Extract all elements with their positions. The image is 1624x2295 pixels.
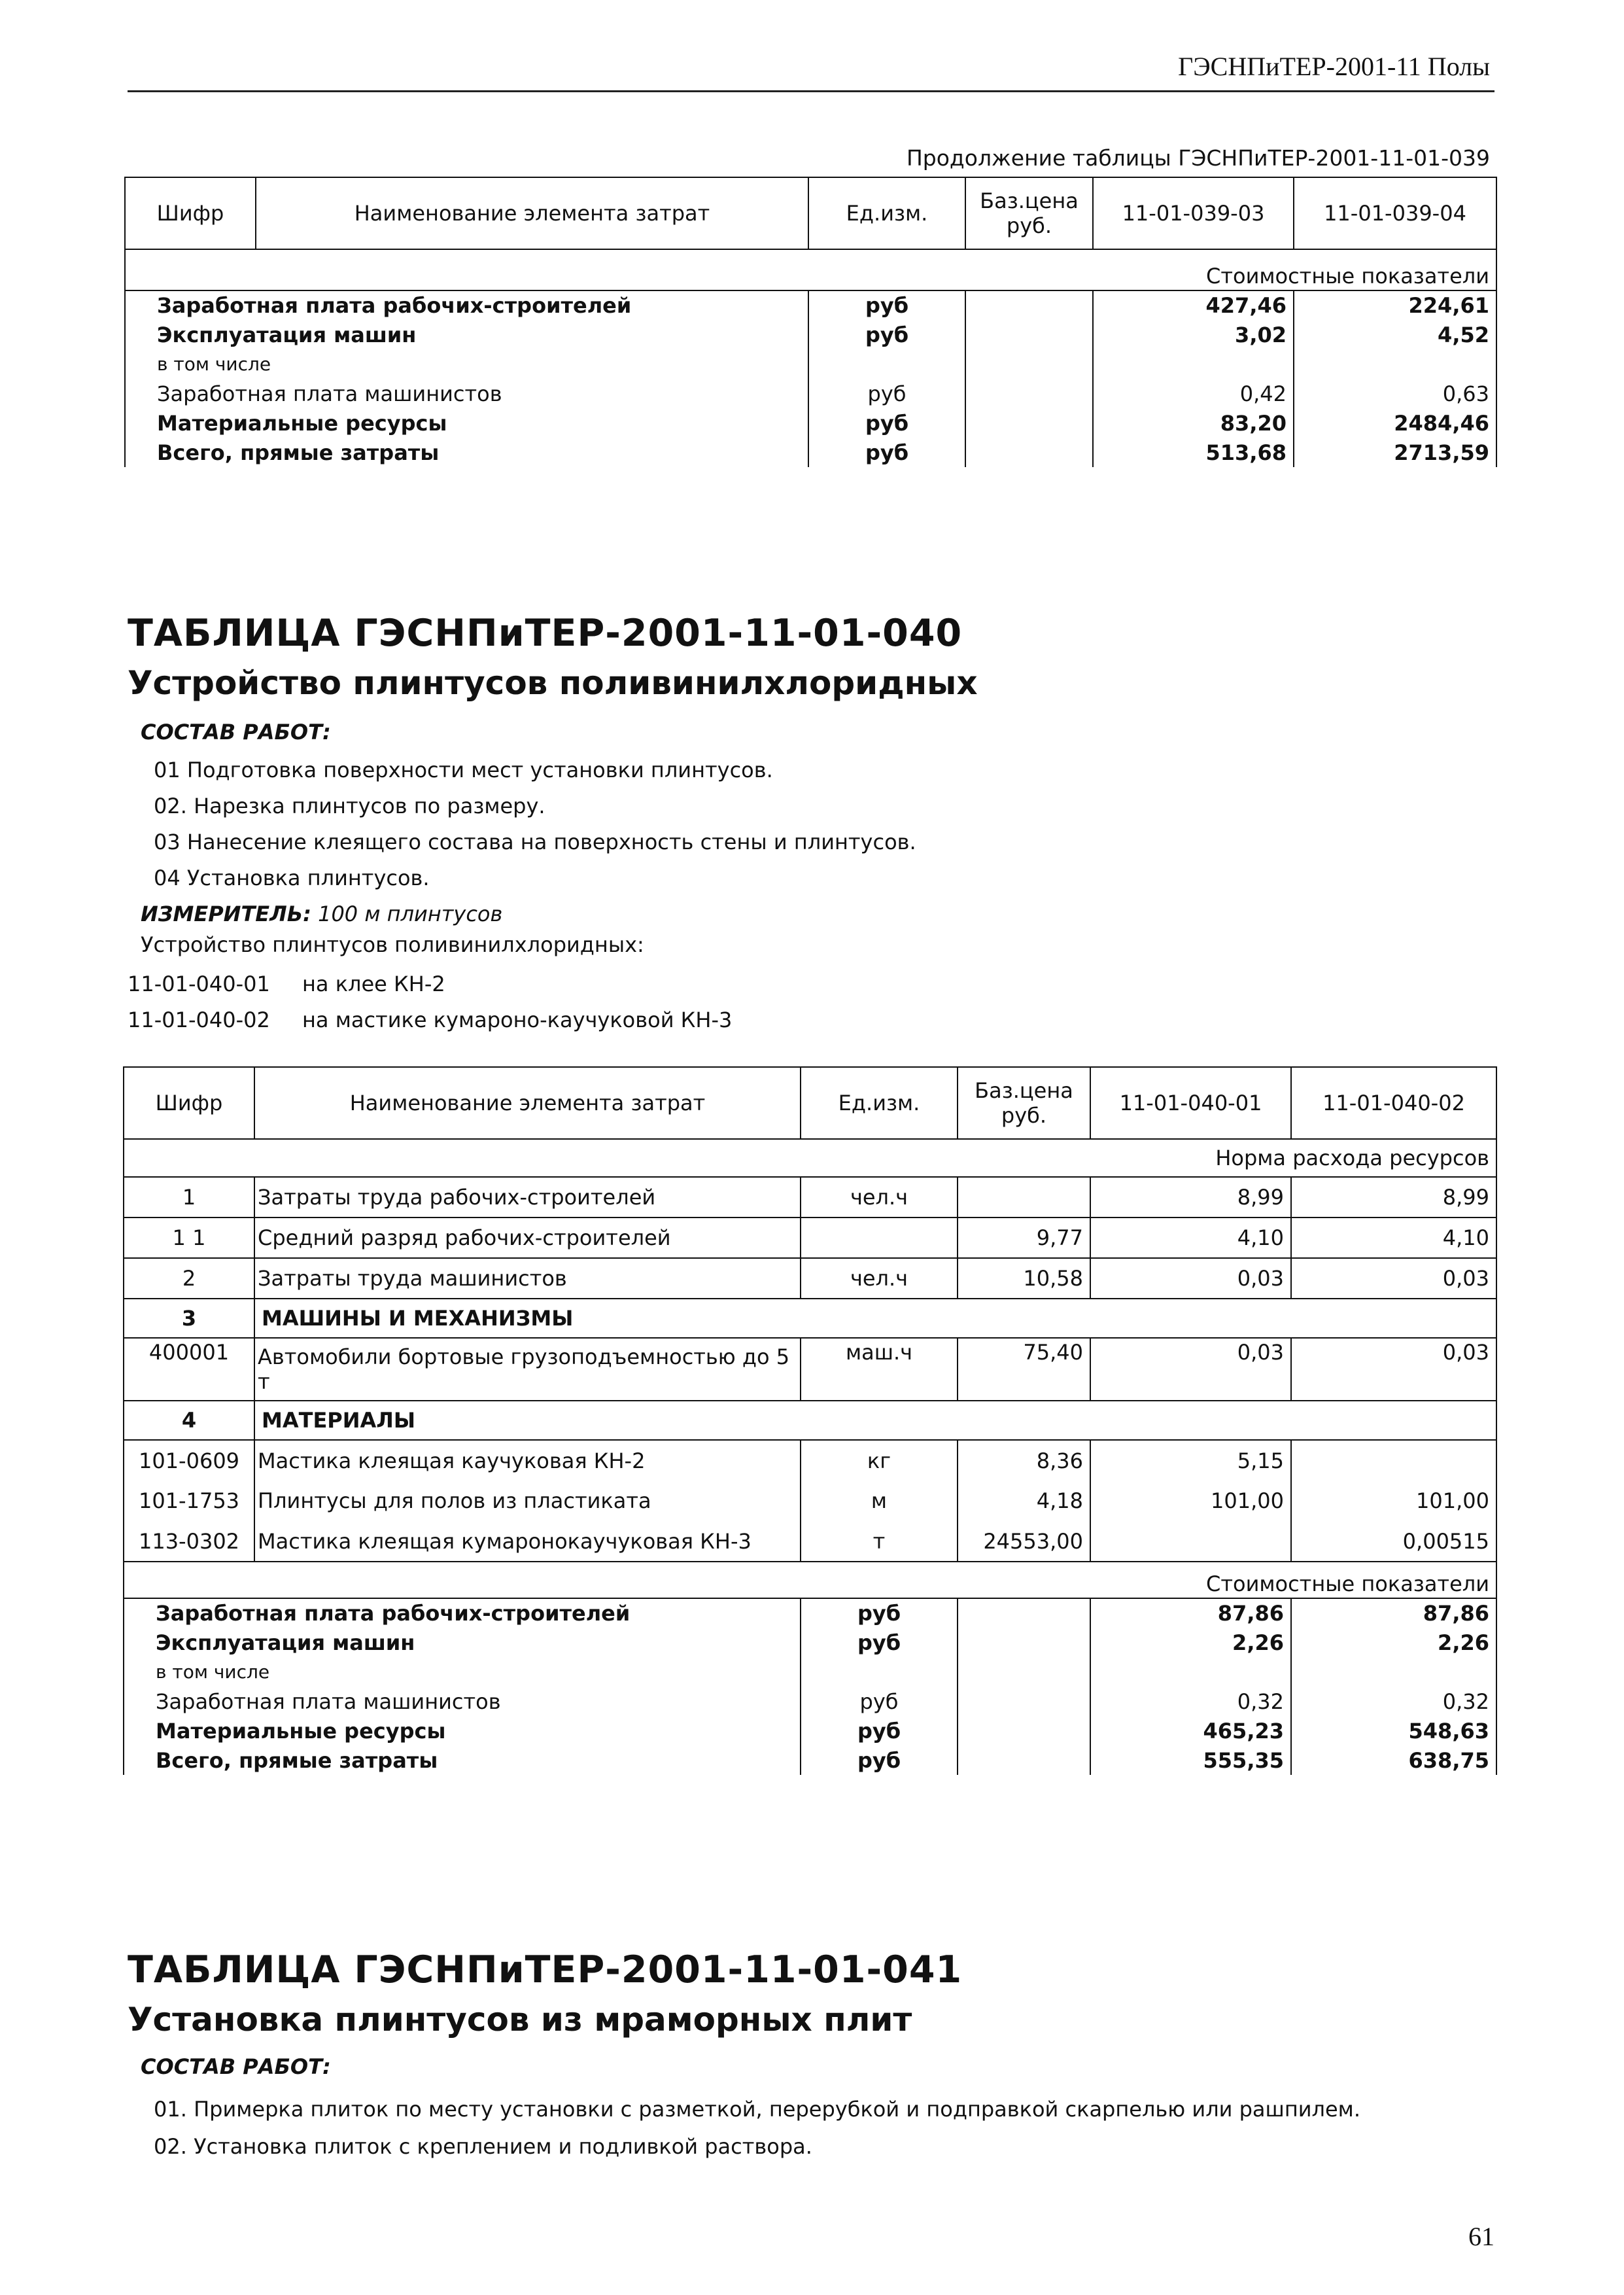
- cost-name: Эксплуатация машин: [125, 320, 808, 349]
- table-040: [123, 1066, 1497, 1775]
- cost-row: [124, 1628, 1496, 1657]
- cost-price: [958, 1687, 1090, 1716]
- work-item: 04 Установка плинтусов.: [154, 866, 430, 890]
- resource-value: 101,00: [1090, 1480, 1291, 1521]
- col-header: Шифр: [124, 1067, 254, 1139]
- cost-name: Всего, прямые затраты: [125, 438, 808, 467]
- resource-value: 4,10: [1090, 1218, 1291, 1258]
- cost-unit: руб: [801, 1716, 958, 1745]
- cost-unit: [808, 349, 965, 379]
- cost-name: Эксплуатация машин: [124, 1628, 801, 1657]
- cost-name: Материальные ресурсы: [125, 408, 808, 438]
- cost-unit: руб: [808, 379, 965, 408]
- cost-row: [124, 1657, 1496, 1687]
- table-continuation-caption: Продолжение таблицы ГЭСНПиТЕР-2001-11-01-039: [906, 145, 1490, 171]
- variant-code: 11-01-040-02: [128, 1007, 270, 1032]
- resource-unit: м: [801, 1480, 958, 1521]
- resource-row: [124, 1480, 1496, 1521]
- cost-price: [958, 1716, 1090, 1745]
- resource-name: Мастика клеящая кумаронокаучуковая КН-3: [254, 1521, 801, 1562]
- resource-name: Затраты труда рабочих-строителей: [254, 1177, 801, 1218]
- cost-price: [965, 290, 1093, 320]
- resource-code: 101-1753: [124, 1480, 254, 1521]
- table-subtitle: Устройство плинтусов поливинилхлоридных: [128, 664, 978, 702]
- col-header: Шифр: [125, 177, 256, 249]
- measure-value: 100 м плинтусов: [318, 902, 503, 926]
- cost-price: [958, 1745, 1090, 1775]
- cost-value: 0,63: [1294, 379, 1496, 408]
- resource-unit: чел.ч: [801, 1177, 958, 1218]
- cost-value: 548,63: [1291, 1716, 1496, 1745]
- section-label: Норма расхода ресурсов: [124, 1139, 1496, 1177]
- cost-value: 224,61: [1294, 290, 1496, 320]
- resource-value: [1291, 1440, 1496, 1480]
- cost-name: в том числе: [125, 349, 808, 379]
- cost-name: Заработная плата машинистов: [125, 379, 808, 408]
- col-header: Баз.цена руб.: [965, 177, 1093, 249]
- resource-code: 3: [124, 1299, 254, 1338]
- resource-row: [124, 1338, 1496, 1401]
- cost-value: 4,52: [1294, 320, 1496, 349]
- resource-name: Затраты труда машинистов: [254, 1258, 801, 1299]
- cost-price: [965, 438, 1093, 467]
- table-title: ТАБЛИЦА ГЭСНПиТЕР-2001-11-01-041: [128, 1948, 963, 1991]
- col-header: 11-01-040-01: [1090, 1067, 1291, 1139]
- resource-unit: т: [801, 1521, 958, 1562]
- resource-value: 0,00515: [1291, 1521, 1496, 1562]
- cost-row: [125, 290, 1496, 320]
- resource-name: Мастика клеящая каучуковая КН-2: [254, 1440, 801, 1480]
- work-item: 03 Нанесение клеящего состава на поверхность стены и плинтусов.: [154, 830, 916, 854]
- resource-value: 5,15: [1090, 1440, 1291, 1480]
- running-header: ГЭСНПиТЕР-2001-11 Полы: [1178, 52, 1490, 81]
- cost-unit: руб: [808, 320, 965, 349]
- section-row: [124, 1401, 1496, 1440]
- cost-value: 2,26: [1090, 1628, 1291, 1657]
- section-label: Стоимостные показатели: [125, 262, 1496, 290]
- cost-name: Заработная плата рабочих-строителей: [125, 290, 808, 320]
- cost-row: [125, 438, 1496, 467]
- section-name: МАШИНЫ И МЕХАНИЗМЫ: [254, 1299, 1496, 1338]
- cost-name: Заработная плата машинистов: [124, 1687, 801, 1716]
- cost-unit: [801, 1657, 958, 1687]
- resource-unit: [801, 1218, 958, 1258]
- resource-value: [1090, 1521, 1291, 1562]
- variants-description: Устройство плинтусов поливинилхлоридных:: [141, 932, 644, 957]
- measure-label: ИЗМЕРИТЕЛЬ:: [141, 902, 311, 926]
- resource-value: 0,03: [1090, 1258, 1291, 1299]
- cost-value: 87,86: [1291, 1598, 1496, 1628]
- cost-value: 638,75: [1291, 1745, 1496, 1775]
- col-header: Ед.изм.: [808, 177, 965, 249]
- cost-unit: руб: [801, 1598, 958, 1628]
- resource-code: 400001: [124, 1338, 254, 1401]
- resource-row: [124, 1521, 1496, 1562]
- cost-value: 427,46: [1093, 290, 1294, 320]
- resource-price: [958, 1177, 1090, 1218]
- works-label: СОСТАВ РАБОТ:: [141, 2054, 331, 2079]
- work-item: 02. Нарезка плинтусов по размеру.: [154, 794, 545, 818]
- col-header: 11-01-040-02: [1291, 1067, 1496, 1139]
- variant-code: 11-01-040-01: [128, 972, 270, 996]
- resource-price: 75,40: [958, 1338, 1090, 1401]
- resource-value: 101,00: [1291, 1480, 1496, 1521]
- resource-row: [124, 1218, 1496, 1258]
- work-item: 02. Установка плиток с креплением и подливкой раствора.: [154, 2134, 812, 2159]
- cost-value: 513,68: [1093, 438, 1294, 467]
- resource-unit: чел.ч: [801, 1258, 958, 1299]
- cost-value: 87,86: [1090, 1598, 1291, 1628]
- resource-code: 101-0609: [124, 1440, 254, 1480]
- cost-value: [1291, 1657, 1496, 1687]
- cost-value: 2,26: [1291, 1628, 1496, 1657]
- cost-price: [958, 1598, 1090, 1628]
- col-header: 11-01-039-04: [1294, 177, 1496, 249]
- section-name: МАТЕРИАЛЫ: [254, 1401, 1496, 1440]
- col-header: Баз.цена руб.: [958, 1067, 1090, 1139]
- resource-value: 8,99: [1291, 1177, 1496, 1218]
- resource-value: 4,10: [1291, 1218, 1496, 1258]
- resource-code: 1: [124, 1177, 254, 1218]
- cost-value: 465,23: [1090, 1716, 1291, 1745]
- resource-code: 113-0302: [124, 1521, 254, 1562]
- resource-name: Плинтусы для полов из пластиката: [254, 1480, 801, 1521]
- col-header: 11-01-039-03: [1093, 177, 1294, 249]
- variant-text: на мастике кумароно-каучуковой КН-3: [302, 1007, 733, 1032]
- cost-name: Всего, прямые затраты: [124, 1745, 801, 1775]
- resource-code: 1 1: [124, 1218, 254, 1258]
- variant-text: на клее КН-2: [302, 972, 445, 996]
- cost-value: [1294, 349, 1496, 379]
- resource-price: 24553,00: [958, 1521, 1090, 1562]
- resource-row: [124, 1258, 1496, 1299]
- section-row: [124, 1299, 1496, 1338]
- resource-price: 4,18: [958, 1480, 1090, 1521]
- col-header: Наименование элемента затрат: [256, 177, 808, 249]
- cost-price: [965, 349, 1093, 379]
- cost-price: [958, 1628, 1090, 1657]
- cost-name: в том числе: [124, 1657, 801, 1687]
- cost-value: 0,32: [1090, 1687, 1291, 1716]
- col-header: Ед.изм.: [801, 1067, 958, 1139]
- cost-price: [965, 408, 1093, 438]
- cost-value: 2713,59: [1294, 438, 1496, 467]
- resource-name: Средний разряд рабочих-строителей: [254, 1218, 801, 1258]
- cost-row: [125, 379, 1496, 408]
- cost-unit: руб: [801, 1745, 958, 1775]
- cost-row: [124, 1716, 1496, 1745]
- page-number: 61: [1468, 2222, 1494, 2251]
- cost-value: 83,20: [1093, 408, 1294, 438]
- cost-unit: руб: [801, 1628, 958, 1657]
- resource-unit: маш.ч: [801, 1338, 958, 1401]
- cost-unit: руб: [808, 290, 965, 320]
- table-header-row: [125, 177, 1496, 249]
- resource-row: [124, 1440, 1496, 1480]
- cost-value: 2484,46: [1294, 408, 1496, 438]
- work-item: 01. Примерка плиток по месту установки с разметкой, перерубкой и подправкой скарпелью или рашпилем.: [154, 2097, 1360, 2122]
- works-label: СОСТАВ РАБОТ:: [141, 720, 331, 745]
- measure: [141, 902, 502, 926]
- col-header: Наименование элемента затрат: [254, 1067, 801, 1139]
- section-label: Стоимостные показатели: [124, 1562, 1496, 1598]
- cost-row: [125, 349, 1496, 379]
- cost-value: 0,32: [1291, 1687, 1496, 1716]
- cost-row: [124, 1745, 1496, 1775]
- cost-row: [124, 1687, 1496, 1716]
- cost-value: [1093, 349, 1294, 379]
- cost-unit: руб: [808, 408, 965, 438]
- resource-unit: кг: [801, 1440, 958, 1480]
- table-039: [124, 177, 1497, 467]
- header-rule: [128, 90, 1494, 92]
- cost-row: [125, 320, 1496, 349]
- cost-value: 3,02: [1093, 320, 1294, 349]
- cost-price: [965, 320, 1093, 349]
- cost-row: [124, 1598, 1496, 1628]
- cost-name: Заработная плата рабочих-строителей: [124, 1598, 801, 1628]
- resource-value: 0,03: [1291, 1258, 1496, 1299]
- resource-price: 8,36: [958, 1440, 1090, 1480]
- resource-value: 0,03: [1291, 1338, 1496, 1401]
- work-item: 01 Подготовка поверхности мест установки плинтусов.: [154, 758, 773, 782]
- cost-unit: руб: [808, 438, 965, 467]
- resource-value: 0,03: [1090, 1338, 1291, 1401]
- resource-value: 8,99: [1090, 1177, 1291, 1218]
- cost-price: [965, 379, 1093, 408]
- cost-row: [125, 408, 1496, 438]
- resource-code: 2: [124, 1258, 254, 1299]
- cost-unit: руб: [801, 1687, 958, 1716]
- resource-price: 10,58: [958, 1258, 1090, 1299]
- table-subtitle: Установка плинтусов из мраморных плит: [128, 2001, 912, 2039]
- resource-name: Автомобили бортовые грузоподъемностью до 5 т: [254, 1338, 801, 1401]
- table-header-row: [124, 1067, 1496, 1139]
- cost-price: [958, 1657, 1090, 1687]
- cost-value: [1090, 1657, 1291, 1687]
- resource-row: [124, 1177, 1496, 1218]
- resource-price: 9,77: [958, 1218, 1090, 1258]
- cost-value: 0,42: [1093, 379, 1294, 408]
- cost-value: 555,35: [1090, 1745, 1291, 1775]
- resource-code: 4: [124, 1401, 254, 1440]
- table-title: ТАБЛИЦА ГЭСНПиТЕР-2001-11-01-040: [128, 612, 963, 655]
- cost-name: Материальные ресурсы: [124, 1716, 801, 1745]
